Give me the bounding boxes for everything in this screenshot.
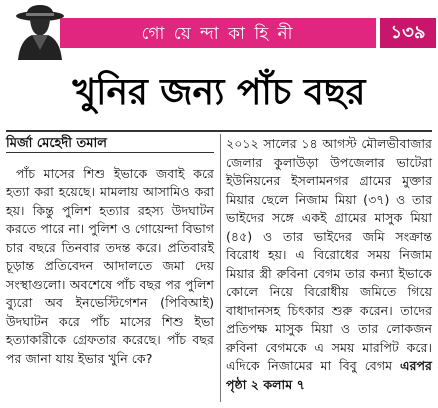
detective-silhouette-icon	[14, 4, 66, 60]
continuation-note: এরপর পৃষ্ঠা ২ কলাম ৭	[226, 358, 432, 392]
headline: খুনির জন্য পাঁচ বছর	[72, 72, 366, 113]
page-number-badge: ১৩৯	[380, 18, 436, 48]
column-2-body: ২০১২ সালের ১৪ আগস্ট মৌলভীবাজার জেলার কুলাউড়া উপজেলার ভাটেরা ইউনিয়নের ইসলামনগর গ্রামের মুক্তার মিয়ার ছেলে নিজাম মিয়া (৩৭) ও তার ভাইদের সঙ্গে একই গ্রামের মাসুক মিয়া (৪৫) ও তার ভাইদের জমি সংক্রান্ত বিরোধ হয়। এ বিরোধের সময় নিজাম মিয়ার স্ত্রী রুবিনা বেগম তার কন্যা ইভাকে কোলে নিয়ে বিরোধীয় জমিতে গিয়ে বাধাদানসহ চিৎকার শুরু করেন। তাদের প্রতিপক্ষ মাসুক মিয়া ও তার লোকজন রুবিনা বেগমকে এ সময় মারপিট করে। এদিকে নিজামের মা বিবু বেগম	[226, 136, 432, 373]
column-1-text: পাঁচ মাসের শিশু ইভাকে জবাই করে হত্যা করা হয়েছে। মামলায় আসামিও করা হয়। কিন্তু পুলিশ হত্যার রহস্য উদঘাটন করতে পারে না। পুলিশ ও গোয়েন্দা বিভাগ চার বছরে তিনবার তদন্ত করে। প্রতিবারই চূড়ান্ত প্রতিবেদন আদালতে জমা দেয় সংস্থাগুলো। অবশেষে পাঁচ বছর পর পুলিশ ব্যুরো অব ইনভেস্টিগেশন (পিবিআই) উদঘাটন করে পাঁচ মাসের শিশু ইভা হত্যাকারীকে গ্রেফতার করেছে। পাঁচ বছর পর জানা যায় ইভার খুনি কে?	[6, 165, 214, 366]
section-title: গো য়ে ন্দা কা হি নী	[141, 24, 295, 44]
headline-divider	[6, 130, 432, 132]
byline: মির্জা মেহেদী তমাল	[6, 136, 107, 151]
article-column-1	[6, 135, 214, 368]
column-2-text	[226, 135, 432, 394]
section-header	[0, 0, 438, 62]
column-divider	[220, 134, 221, 402]
article-column-2	[226, 135, 432, 394]
section-band	[60, 18, 376, 48]
